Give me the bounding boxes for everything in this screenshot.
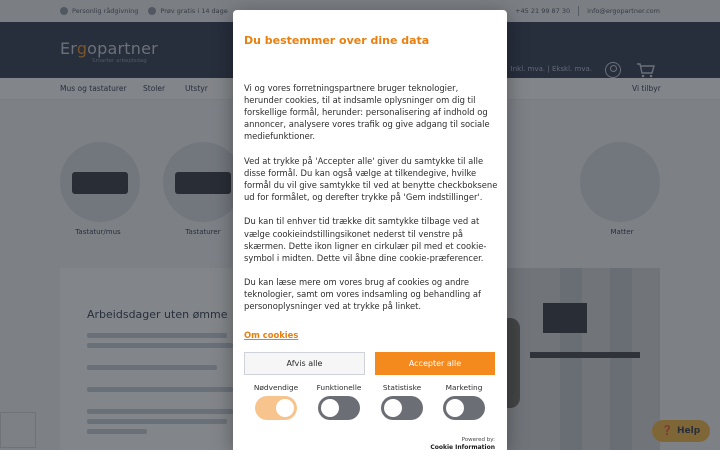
- dialog-body: [244, 82, 498, 325]
- marketing-toggle[interactable]: [443, 396, 485, 420]
- toggle-label: Statistiske: [382, 383, 422, 392]
- powered-by[interactable]: [430, 437, 495, 450]
- about-cookies-link[interactable]: Om cookies: [244, 330, 299, 340]
- dialog-paragraph: Du kan til enhver tid trække dit samtykke tilbage ved at vælge cookieindstillingsikonet nederst til venstre på skærmen. Dette ikon ligner en cirkulær pil med et cookie-symbol i midten. Dette vil åbne dine cookie-præferencer.: [244, 216, 487, 263]
- dialog-title: Du bestemmer over dine data: [244, 34, 430, 47]
- toggle-necessary: [251, 383, 301, 420]
- powered-by-label: Powered by:: [461, 437, 495, 443]
- toggle-label: Marketing: [445, 383, 483, 392]
- functional-toggle[interactable]: [318, 396, 360, 420]
- reject-all-button[interactable]: Afvis alle: [244, 352, 365, 375]
- dialog-paragraph: Du kan læse mere om vores brug af cookies og andre teknologier, samt om vores indsamling og behandling af personoplysninger ved at trykke på linket.: [244, 277, 481, 312]
- toggle-knob: [321, 399, 339, 417]
- toggle-statistics: [377, 383, 427, 420]
- toggle-knob: [446, 399, 464, 417]
- toggle-knob: [384, 399, 402, 417]
- dialog-paragraph: Vi og vores forretningspartnere bruger teknologier, herunder cookies, til at indsamle oplysninger om dig til forskellige formål, herunder: personalisering af indhold og annoncer, analysere vores trafik og give adgang til sociale mediefunktioner.: [244, 83, 490, 142]
- accept-all-button[interactable]: Accepter alle: [375, 352, 495, 375]
- toggle-label: Funktionelle: [316, 383, 362, 392]
- toggle-marketing: [439, 383, 489, 420]
- toggle-label: Nødvendige: [253, 383, 299, 392]
- toggle-functional: [314, 383, 364, 420]
- cookie-consent-dialog: [233, 10, 507, 450]
- toggle-knob: [276, 399, 294, 417]
- dialog-paragraph: Ved at trykke på 'Accepter alle' giver du samtykke til alle disse formål. Du kan også vælge at tilkendegive, hvilke formål du vil give samtykke til ved at benytte checkboksene ud for formålet, og derefter trykke på 'Gem indstillinger'.: [244, 155, 498, 203]
- statistics-toggle[interactable]: [381, 396, 423, 420]
- necessary-toggle[interactable]: [255, 396, 297, 420]
- powered-by-name: Cookie Information: [430, 444, 495, 450]
